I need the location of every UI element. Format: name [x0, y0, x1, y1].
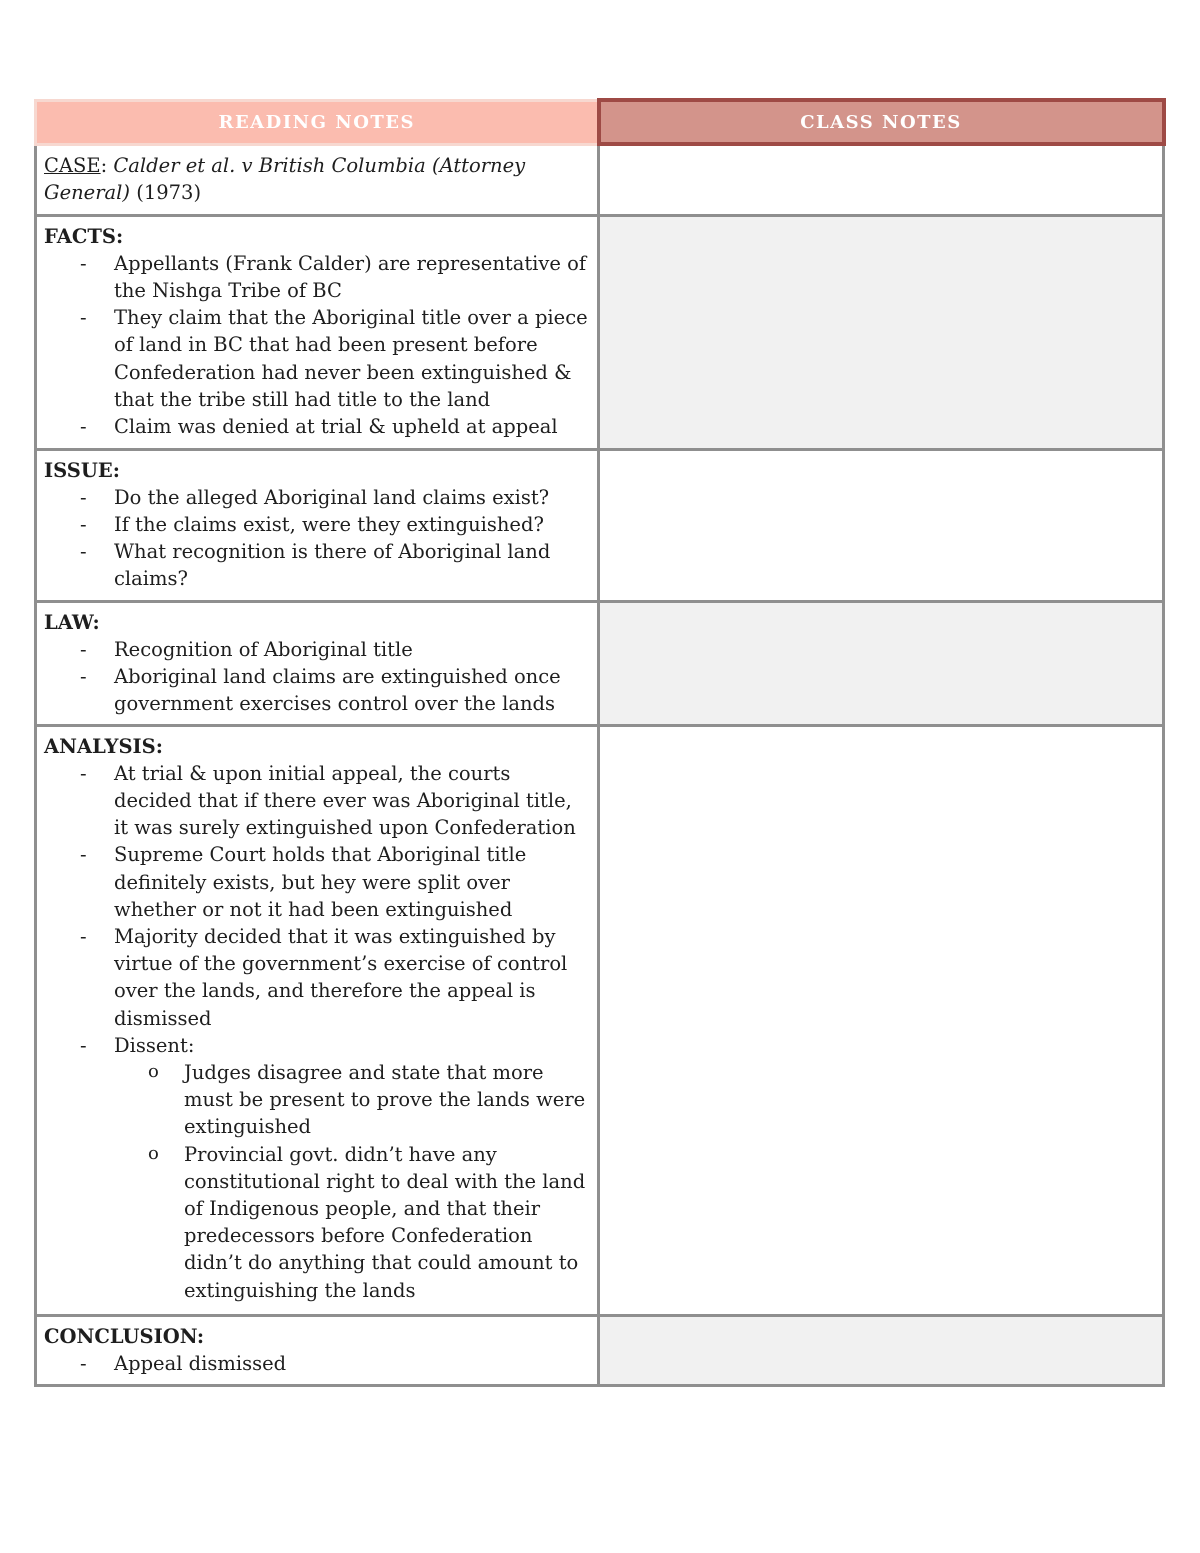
- issue-cell: [36, 449, 599, 601]
- list-item: [80, 923, 591, 1032]
- header-row: [36, 100, 1164, 144]
- dash-bullet: -: [80, 924, 87, 948]
- case-name: Calder et al. v British Columbia (Attorney General): [44, 153, 526, 204]
- class-notes-analysis-cell[interactable]: [599, 725, 1164, 1315]
- list-item-text: Claim was denied at trial & upheld at appeal: [114, 414, 558, 438]
- dash-bullet: -: [80, 306, 87, 330]
- list-item-text: What recognition is there of Aboriginal land claims?: [114, 540, 551, 591]
- case-label: CASE: [44, 153, 101, 177]
- list-item-text: They claim that the Aboriginal title over a piece of land in BC that had been present before Confederation had never been extinguished & that the tribe still had title to the land: [114, 306, 588, 411]
- analysis-list: [44, 760, 591, 1304]
- list-item: [80, 484, 591, 511]
- list-item: [80, 538, 591, 592]
- dash-bullet: -: [80, 414, 87, 438]
- case-line: [44, 152, 591, 206]
- issue-row: [36, 449, 1164, 601]
- case-brief-table: [34, 98, 1166, 1387]
- case-separator: :: [100, 153, 114, 177]
- list-item-text: Appellants (Frank Calder) are representative of the Nishga Tribe of BC: [114, 251, 587, 302]
- dash-bullet: -: [80, 485, 87, 509]
- facts-list: [44, 250, 591, 440]
- dash-bullet: -: [80, 761, 87, 785]
- case-year: (1973): [130, 180, 202, 204]
- facts-heading: FACTS:: [44, 224, 124, 248]
- notes-page: [34, 98, 1162, 1387]
- list-item-text: Do the alleged Aboriginal land claims exist?: [114, 485, 550, 509]
- class-notes-law-cell[interactable]: [599, 601, 1164, 725]
- list-item: [80, 636, 591, 663]
- dash-bullet: -: [80, 664, 87, 688]
- list-item: [80, 760, 591, 842]
- law-row: [36, 601, 1164, 725]
- conclusion-heading: CONCLUSION:: [44, 1324, 205, 1348]
- sub-list-item: [148, 1059, 591, 1141]
- law-heading: LAW:: [44, 610, 100, 634]
- list-item: [80, 1032, 591, 1304]
- list-item-text: Majority decided that it was extinguished by virtue of the government’s exercise of control over the lands, and therefore the appeal is dismissed: [114, 924, 568, 1030]
- facts-cell: [36, 215, 599, 449]
- dash-bullet: -: [80, 512, 87, 536]
- dash-bullet: -: [80, 1351, 87, 1375]
- conclusion-row: [36, 1315, 1164, 1385]
- list-item-text: Dissent:: [114, 1033, 195, 1057]
- sub-list-item: [148, 1141, 591, 1304]
- class-notes-conclusion-cell[interactable]: [599, 1315, 1164, 1385]
- case-cell: [36, 144, 599, 215]
- list-item-text: If the claims exist, were they extinguished?: [114, 512, 544, 536]
- list-item: [80, 1350, 591, 1377]
- list-item: [80, 663, 591, 717]
- class-notes-case-cell[interactable]: [599, 144, 1164, 215]
- dash-bullet: -: [80, 251, 87, 275]
- conclusion-list: [44, 1350, 591, 1377]
- dissent-list: [114, 1059, 591, 1304]
- list-item: [80, 511, 591, 538]
- case-row: [36, 144, 1164, 215]
- dash-bullet: -: [80, 637, 87, 661]
- list-item-text: Aboriginal land claims are extinguished once government exercises control over the lands: [114, 664, 561, 716]
- analysis-cell: [36, 725, 599, 1315]
- issue-heading: ISSUE:: [44, 458, 120, 482]
- issue-list: [44, 484, 591, 593]
- list-item: [80, 841, 591, 923]
- circle-bullet: o: [148, 1142, 159, 1164]
- facts-row: [36, 215, 1164, 449]
- list-item: [80, 413, 591, 440]
- circle-bullet: o: [148, 1060, 159, 1082]
- list-item-text: Recognition of Aboriginal title: [114, 637, 413, 661]
- list-item: [80, 250, 591, 304]
- conclusion-cell: [36, 1315, 599, 1385]
- analysis-heading: ANALYSIS:: [44, 734, 163, 758]
- dash-bullet: -: [80, 843, 87, 867]
- list-item-text: Supreme Court holds that Aboriginal title definitely exists, but hey were split over whether or not it had been extinguished: [114, 843, 527, 921]
- law-cell: [36, 601, 599, 725]
- sub-list-item-text: Judges disagree and state that more must be present to prove the lands were extinguished: [184, 1060, 586, 1139]
- class-notes-facts-cell[interactable]: [599, 215, 1164, 449]
- dash-bullet: -: [80, 1033, 87, 1057]
- class-notes-issue-cell[interactable]: [599, 449, 1164, 601]
- dash-bullet: -: [80, 540, 87, 564]
- law-list: [44, 636, 591, 718]
- analysis-row: [36, 725, 1164, 1315]
- reading-notes-header: READING NOTES: [36, 100, 599, 144]
- list-item-text: At trial & upon initial appeal, the courts decided that if there ever was Aboriginal title, it was surely extinguished upon Confederation: [114, 761, 576, 840]
- sub-list-item-text: Provincial govt. didn’t have any constitutional right to deal with the land of Indigenous people, and that their predecessors before Confederation didn’t do anything that could amount to extinguishing the lands: [184, 1142, 586, 1302]
- list-item: [80, 304, 591, 413]
- class-notes-header: CLASS NOTES: [599, 100, 1164, 144]
- list-item-text: Appeal dismissed: [114, 1351, 287, 1375]
